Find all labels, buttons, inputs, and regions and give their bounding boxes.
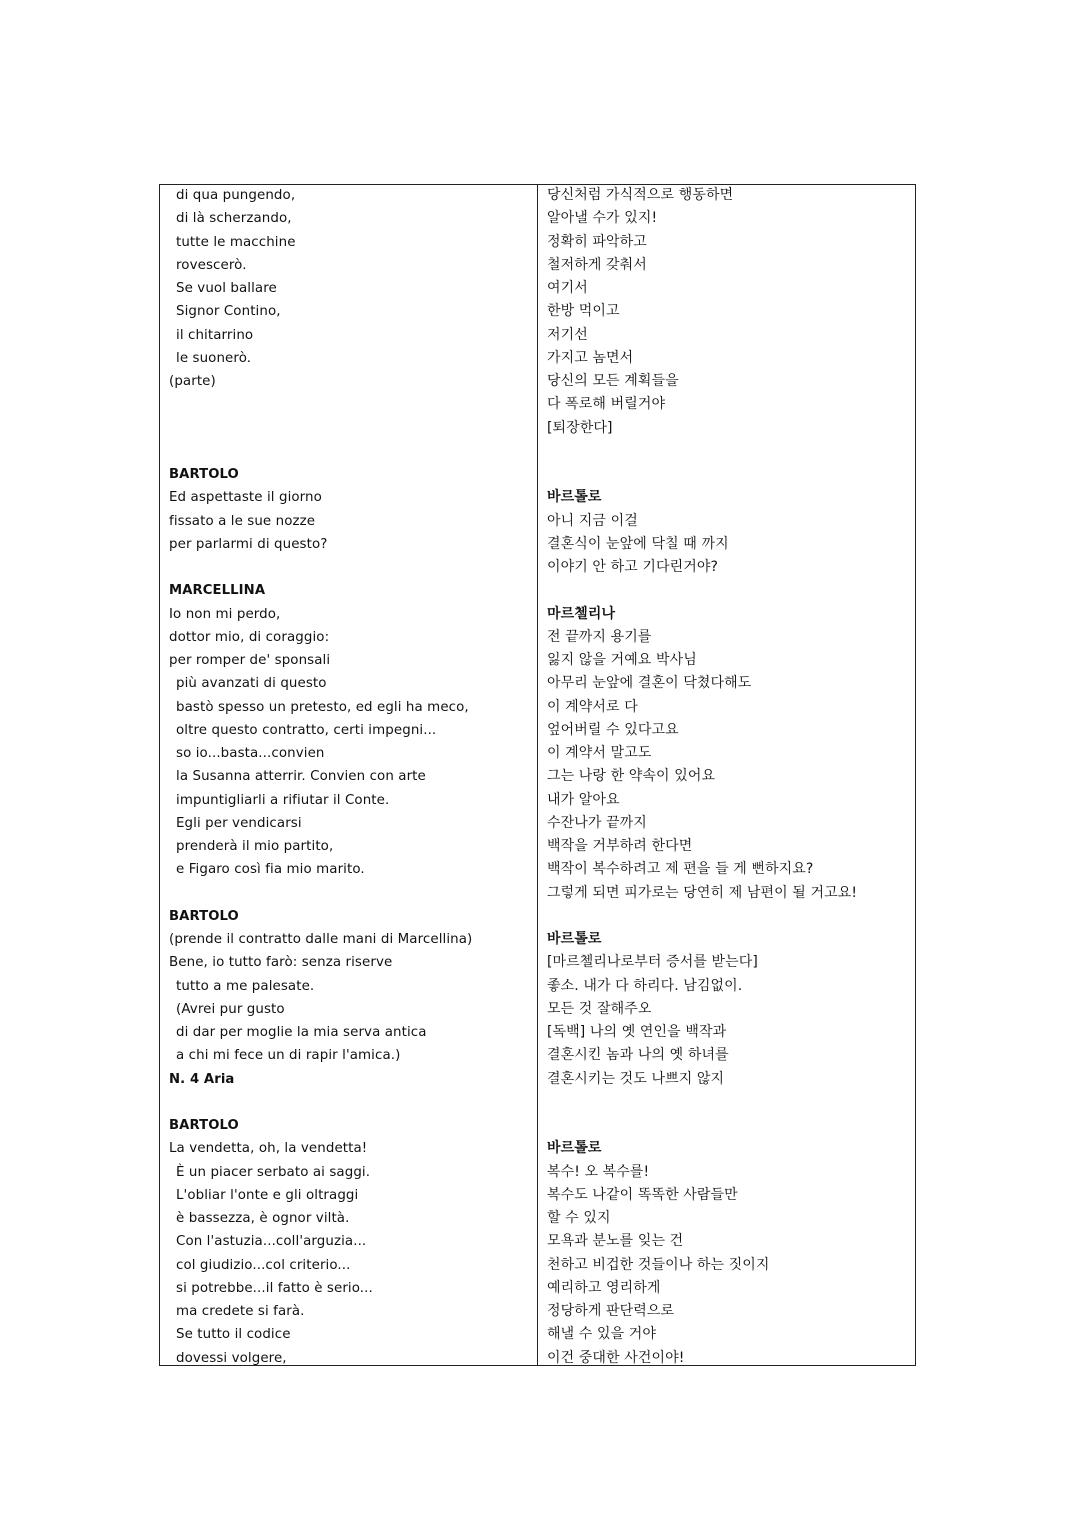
italian-text-line: Bene, io tutto farò: senza riserve (169, 955, 393, 971)
italian-text-line: più avanzati di questo (176, 676, 327, 692)
korean-text-line: 결혼시킨 놈과 나의 옛 하녀를 (547, 1047, 729, 1064)
korean-text-line: 가지고 놈면서 (547, 349, 634, 366)
italian-text-line: tutto a me palesate. (176, 978, 315, 994)
italian-text-line: le suonerò. (176, 350, 252, 366)
italian-text-line: per romper de' sponsali (169, 653, 331, 668)
italian-text-line: rovescerò. (176, 257, 247, 273)
korean-text-line: 모든 것 잘해주오 (547, 1000, 652, 1017)
italian-text-line: so io...basta...convien (176, 746, 325, 761)
italian-text-line: si potrebbe...il fatto è serio... (176, 1280, 373, 1296)
italian-text-line: (Avrei pur gusto (176, 1001, 285, 1017)
italian-text-line: di là scherzando, (176, 211, 292, 227)
korean-text-line: 백작을 거부하려 한다면 (547, 838, 693, 854)
korean-text-line: 철저하게 갖춰서 (547, 256, 647, 273)
korean-text-line: 결혼시키는 것도 나쁘지 않지 (547, 1070, 725, 1087)
korean-text-line: [퇴장한다] (547, 419, 613, 436)
korean-speaker-label: 마르첼리나 (547, 605, 616, 622)
italian-text-line: è bassezza, è ognor viltà. (176, 1211, 350, 1226)
korean-text-line: 결혼식이 눈앞에 닥칠 때 까지 (547, 535, 729, 552)
korean-text-line: 예리하고 영리하게 (547, 1279, 661, 1296)
italian-text-line: tutte le macchine (176, 234, 296, 250)
italian-text-line: La vendetta, oh, la vendetta! (169, 1141, 368, 1157)
libretto-table (159, 184, 916, 1366)
italian-text-line: (parte) (169, 374, 216, 389)
korean-text-line: 수잔나가 끝까지 (547, 814, 647, 831)
italian-text-line: È un piacer serbato ai saggi. (176, 1164, 371, 1180)
korean-text-line: 당신처럼 가식적으로 행동하면 (547, 187, 734, 203)
korean-text-line: 이 계약서로 다 (547, 698, 638, 715)
korean-text-line: 전 끝까지 용기를 (547, 628, 652, 645)
italian-text-line: dovessi volgere, (176, 1350, 287, 1366)
italian-text-line: dottor mio, di coraggio: (169, 629, 330, 645)
italian-text-line: Egli per vendicarsi (176, 815, 302, 831)
italian-text-line: bastò spesso un pretesto, ed egli ha meco, (176, 699, 469, 715)
korean-text-line: 잃지 않을 거예요 박사님 (547, 652, 697, 668)
italian-text-line: a chi mi fece un di rapir l'amica.) (176, 1048, 401, 1064)
korean-text-line: 정당하게 판단력으로 (547, 1303, 675, 1319)
italian-text-line: L'obliar l'onte e gli oltraggi (176, 1187, 359, 1203)
italian-column (160, 185, 537, 1365)
korean-column (538, 185, 915, 1365)
italian-speaker-label: N. 4 Aria (169, 1071, 235, 1087)
italian-text-line: Io non mi perdo, (169, 606, 281, 622)
korean-text-line: 엎어버릴 수 있다고요 (547, 721, 679, 738)
italian-text-line: la Susanna atterrir. Convien con arte (176, 769, 426, 785)
italian-text-line: Signor Contino, (176, 304, 281, 320)
korean-speaker-label: 바르톨로 (547, 1140, 602, 1157)
italian-text-line: prenderà il mio partito, (176, 839, 334, 854)
italian-text-line: oltre questo contratto, certi impegni... (176, 722, 437, 738)
korean-text-line: 알아낼 수가 있지! (547, 210, 658, 227)
korean-text-line: 정확히 파악하고 (547, 233, 647, 250)
italian-text-line: Ed aspettaste il giorno (169, 490, 322, 506)
korean-text-line: 그는 나랑 한 약속이 있어요 (547, 768, 716, 785)
italian-text-line: Se vuol ballare (176, 281, 277, 296)
korean-text-line: 아무리 눈앞에 결혼이 닥쳤다해도 (547, 675, 752, 692)
italian-text-line: per parlarmi di questo? (169, 536, 328, 552)
korean-text-line: 복수! 오 복수를! (547, 1163, 650, 1180)
italian-speaker-label: MARCELLINA (169, 583, 266, 599)
korean-text-line: 복수도 나같이 똑똑한 사람들만 (547, 1186, 738, 1203)
korean-text-line: 모욕과 분노를 잊는 건 (547, 1233, 684, 1250)
italian-text-line: Con l'astuzia...coll'arguzia... (176, 1234, 367, 1250)
korean-text-line: 할 수 있지 (547, 1210, 611, 1226)
italian-text-line: (prende il contratto dalle mani di Marcellina) (169, 932, 473, 947)
korean-speaker-label: 바르톨로 (547, 931, 602, 947)
korean-text-line: 백작이 복수하려고 제 편을 들 게 뻔하지요? (547, 861, 814, 878)
korean-text-line: [마르첼리나로부터 증서를 받는다] (547, 954, 758, 971)
korean-text-line: 이건 중대한 사건이야! (547, 1349, 685, 1366)
italian-speaker-label: BARTOLO (169, 908, 239, 924)
korean-text-line: [독백] 나의 옛 연인을 백작과 (547, 1024, 727, 1040)
korean-text-line: 여기서 (547, 280, 588, 296)
italian-text-line: di dar per moglie la mia serva antica (176, 1025, 427, 1040)
korean-text-line: 해낼 수 있을 거야 (547, 1326, 657, 1343)
italian-text-line: fissato a le sue nozze (169, 513, 316, 529)
korean-text-line: 아니 지금 이걸 (547, 512, 638, 529)
italian-text-line: col giudizio...col criterio... (176, 1257, 351, 1273)
korean-speaker-label: 바르톨로 (547, 489, 602, 506)
italian-text-line: di qua pungendo, (176, 188, 296, 203)
italian-text-line: il chitarrino (176, 327, 254, 343)
korean-text-line: 이 계약서 말고도 (547, 745, 652, 761)
korean-text-line: 그렇게 되면 피가로는 당연히 제 남편이 될 거고요! (547, 884, 858, 901)
korean-text-line: 이야기 안 하고 기다린거야? (547, 559, 719, 575)
korean-text-line: 한방 먹이고 (547, 303, 620, 320)
korean-text-line: 다 폭로해 버릴거야 (547, 396, 666, 413)
korean-text-line: 천하고 비겁한 것들이나 하는 짓이지 (547, 1256, 770, 1273)
korean-text-line: 당신의 모든 계획들을 (547, 373, 679, 389)
italian-text-line: ma credete si farà. (176, 1304, 305, 1319)
italian-text-line: impuntigliarli a rifiutar il Conte. (176, 792, 390, 808)
italian-text-line: Se tutto il codice (176, 1327, 291, 1343)
korean-text-line: 저기선 (547, 326, 588, 343)
italian-speaker-label: BARTOLO (169, 1118, 239, 1133)
korean-text-line: 내가 알아요 (547, 791, 620, 808)
italian-text-line: e Figaro così fia mio marito. (176, 862, 365, 878)
italian-speaker-label: BARTOLO (169, 467, 239, 482)
korean-text-line: 좋소. 내가 다 하리다. 남김없이. (547, 977, 743, 994)
